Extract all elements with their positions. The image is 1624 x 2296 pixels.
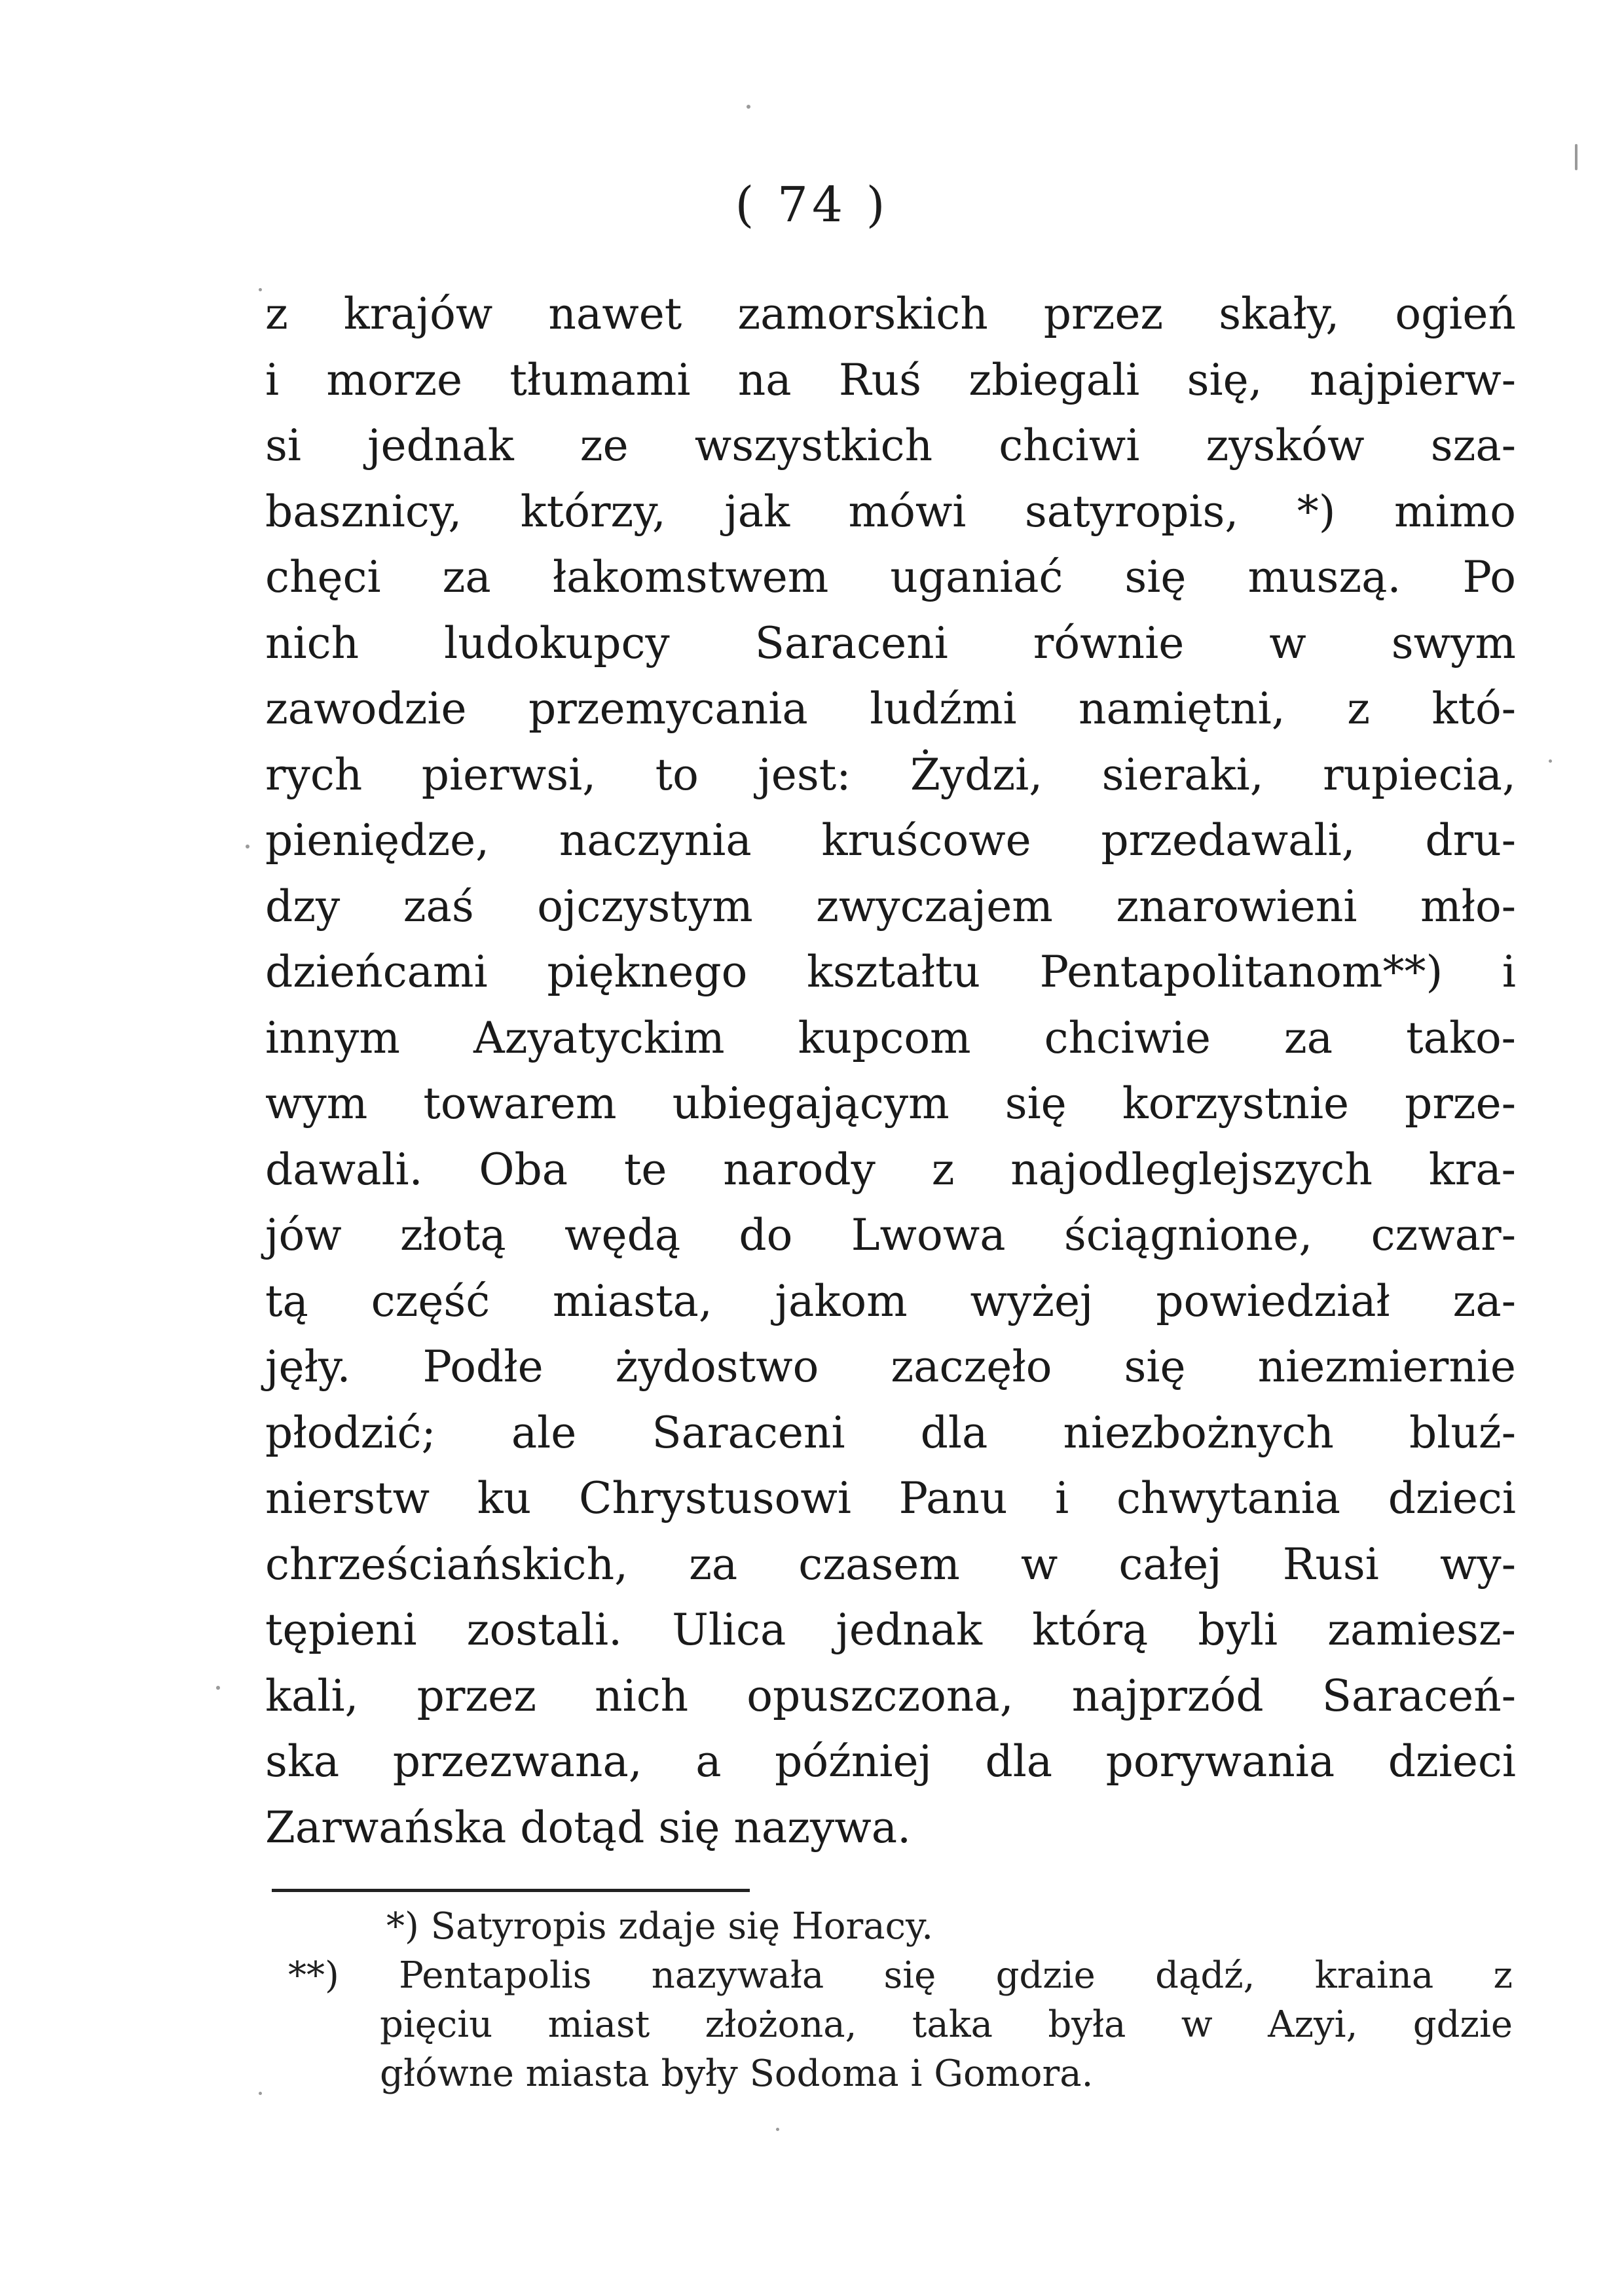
body-line: tępieni zostali. Ulica jednak którą byli zamiesz-	[265, 1605, 1516, 1655]
scan-speck	[747, 105, 750, 109]
body-line: basznicy, którzy, jak mówi satyropis, *) mimo	[265, 486, 1516, 537]
body-line: dzy zaś ojczystym zwyczajem znarowieni mło-	[265, 881, 1516, 932]
body-line: Zarwańska dotąd się nazywa.	[265, 1802, 912, 1853]
body-line: chęci za łakomstwem uganiać się muszą. Po	[265, 552, 1516, 602]
footnotes	[288, 1902, 1513, 2098]
scan-speck	[1575, 144, 1578, 170]
footnote-2-line: główne miasta były Sodoma i Gomora.	[380, 2052, 1094, 2095]
body-line: dawali. Oba te narody z najodleglejszych kra-	[265, 1144, 1516, 1195]
body-line: dzieńcami pięknego kształtu Pentapolitanom**) i	[265, 947, 1516, 997]
footnote-2-line: **) Pentapolis nazywała się gdzie dądź, kraina z	[288, 1954, 1513, 1997]
scan-speck	[1549, 759, 1552, 763]
scan-speck	[259, 288, 262, 291]
body-line: tą część miasta, jakom wyżej powiedział za-	[265, 1275, 1516, 1326]
body-line: nich ludokupcy Saraceni równie w swym	[265, 617, 1516, 668]
body-line: zawodzie przemycania ludźmi namiętni, z któ-	[265, 683, 1516, 734]
body-line: z krajów nawet zamorskich przez skały, ogień	[265, 289, 1516, 339]
scan-speck	[246, 845, 249, 848]
body-line: si jednak ze wszystkich chciwi zysków sza-	[265, 420, 1516, 471]
body-line: płodzić; ale Saraceni dla niezbożnych bluź-	[265, 1407, 1516, 1458]
body-line: rych pierwsi, to jest: Żydzi, sieraki, rupiecia,	[265, 749, 1516, 800]
scan-speck	[776, 2128, 779, 2131]
scan-speck	[216, 1686, 220, 1690]
body-line: i morze tłumami na Ruś zbiegali się, najpierw-	[265, 354, 1516, 405]
body-line: jęły. Podłe żydostwo zaczęło się niezmiernie	[265, 1341, 1516, 1392]
body-line: chrześciańskich, za czasem w całej Rusi wy-	[265, 1539, 1516, 1590]
page-number: ( 74 )	[735, 177, 889, 233]
body-line: nierstw ku Chrystusowi Panu i chwytania dzieci	[265, 1473, 1516, 1523]
body-line: innym Azyatyckim kupcom chciwie za tako-	[265, 1012, 1516, 1063]
body-line: kali, przez nich opuszczona, najprzód Saraceń-	[265, 1670, 1516, 1721]
body-line: ska przezwana, a później dla porywania dzieci	[265, 1736, 1516, 1787]
footnote-2-line: pięciu miast złożona, taka była w Azyi, gdzie	[380, 2003, 1513, 2046]
footnote-separator-rule	[272, 1889, 750, 1892]
body-line: wym towarem ubiegającym się korzystnie prze-	[265, 1078, 1516, 1129]
footnote-1: *) Satyropis zdaje się Horacy.	[386, 1905, 934, 1948]
body-line: jów złotą wędą do Lwowa ściągnione, czwar-	[265, 1210, 1516, 1260]
body-line: pieniędze, naczynia kruścowe przedawali, dru-	[265, 815, 1516, 866]
body-text	[265, 282, 1516, 1861]
scan-speck	[259, 2092, 262, 2095]
